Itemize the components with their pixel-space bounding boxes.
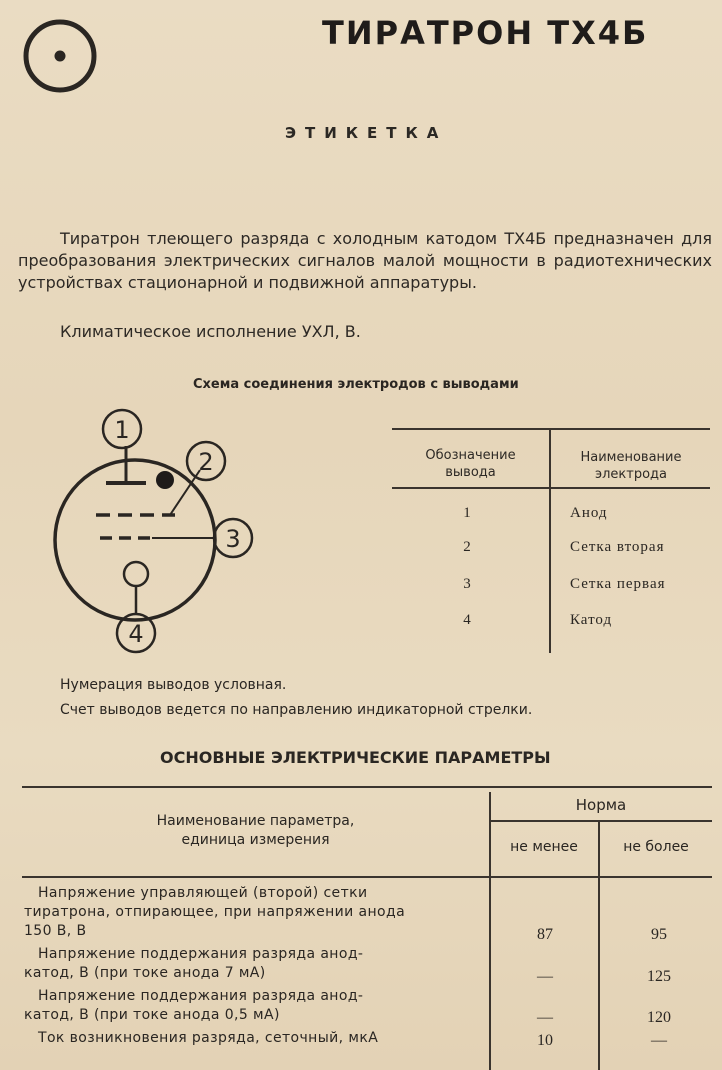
params-table (22, 786, 712, 1070)
norm-header: Норма (575, 796, 627, 814)
numbering-note: Нумерация выводов условная. (60, 677, 287, 693)
param-min-value: — (537, 968, 553, 985)
table-rule (392, 487, 710, 489)
electrode-name: Анод (570, 505, 608, 521)
table-rule (490, 820, 712, 822)
table-column-divider (549, 428, 551, 653)
intro-paragraph (18, 228, 712, 294)
param-name-header: Наименование параметра, единица измерения (156, 813, 355, 848)
counting-note: Счет выводов ведется по направлению индикаторной стрелки. (60, 702, 533, 718)
electrode-schema-diagram (40, 400, 270, 665)
param-max-value: — (651, 1032, 667, 1049)
pin-table (392, 425, 710, 653)
param-row: Напряжение поддержания разряда анод- катод, В (при токе анода 0,5 мА) (24, 988, 364, 1023)
pin-label-2: 2 (198, 448, 214, 476)
param-min-value: — (537, 1009, 553, 1026)
table-rule (22, 876, 712, 878)
pin-number: 1 (463, 505, 471, 521)
param-row: Напряжение управляющей (второй) сетки тиратрона, отпирающее, при напряжении анода 150 В, В (24, 885, 406, 939)
electrode-name: Сетка первая (570, 576, 666, 592)
table-column-divider (598, 820, 600, 1070)
climate-version: Климатическое исполнение УХЛ, В. (60, 322, 361, 341)
pin-label-1: 1 (114, 416, 130, 444)
pin-label-4: 4 (128, 620, 144, 648)
table-rule (392, 428, 710, 430)
electrode-name: Катод (570, 612, 613, 628)
intro-text: Тиратрон тлеющего разряда с холодным катодом ТХ4Б предназначен для преобразования электрических сигналов малой мощности в радиотехнических устройствах стационарной и подвижной аппаратуры. (18, 229, 712, 292)
param-min-value: 87 (537, 926, 553, 943)
indicator-logo-icon (20, 18, 102, 96)
min-header: не менее (510, 839, 578, 855)
param-max-value: 125 (647, 968, 671, 985)
electrode-name-header: Наименование электрода (580, 450, 682, 482)
schema-title: Схема соединения электродов с выводами (193, 377, 519, 392)
param-max-value: 95 (651, 926, 667, 943)
pin-number: 3 (463, 576, 471, 592)
indicator-dot (156, 471, 174, 489)
param-min-value: 10 (537, 1032, 553, 1049)
table-rule (22, 786, 712, 788)
max-header: не более (623, 839, 689, 855)
param-row: Напряжение поддержания разряда анод- катод, В (при токе анода 7 мА) (24, 946, 364, 981)
pin-number: 4 (463, 612, 471, 628)
param-row: Ток возникновения разряда, сеточный, мкА (38, 1030, 379, 1046)
page-title: ТИРАТРОН ТХ4Б (322, 14, 649, 52)
params-title: ОСНОВНЫЕ ЭЛЕКТРИЧЕСКИЕ ПАРАМЕТРЫ (160, 748, 551, 767)
table-column-divider (489, 792, 491, 1070)
pin-label-3: 3 (225, 525, 241, 553)
param-max-value: 120 (647, 1009, 671, 1026)
document-label: ЭТИКЕТКА (285, 124, 448, 142)
pin-number: 2 (463, 539, 471, 555)
electrode-name: Сетка вторая (570, 539, 665, 555)
pin-designation-header: Обозначение вывода (425, 448, 516, 480)
